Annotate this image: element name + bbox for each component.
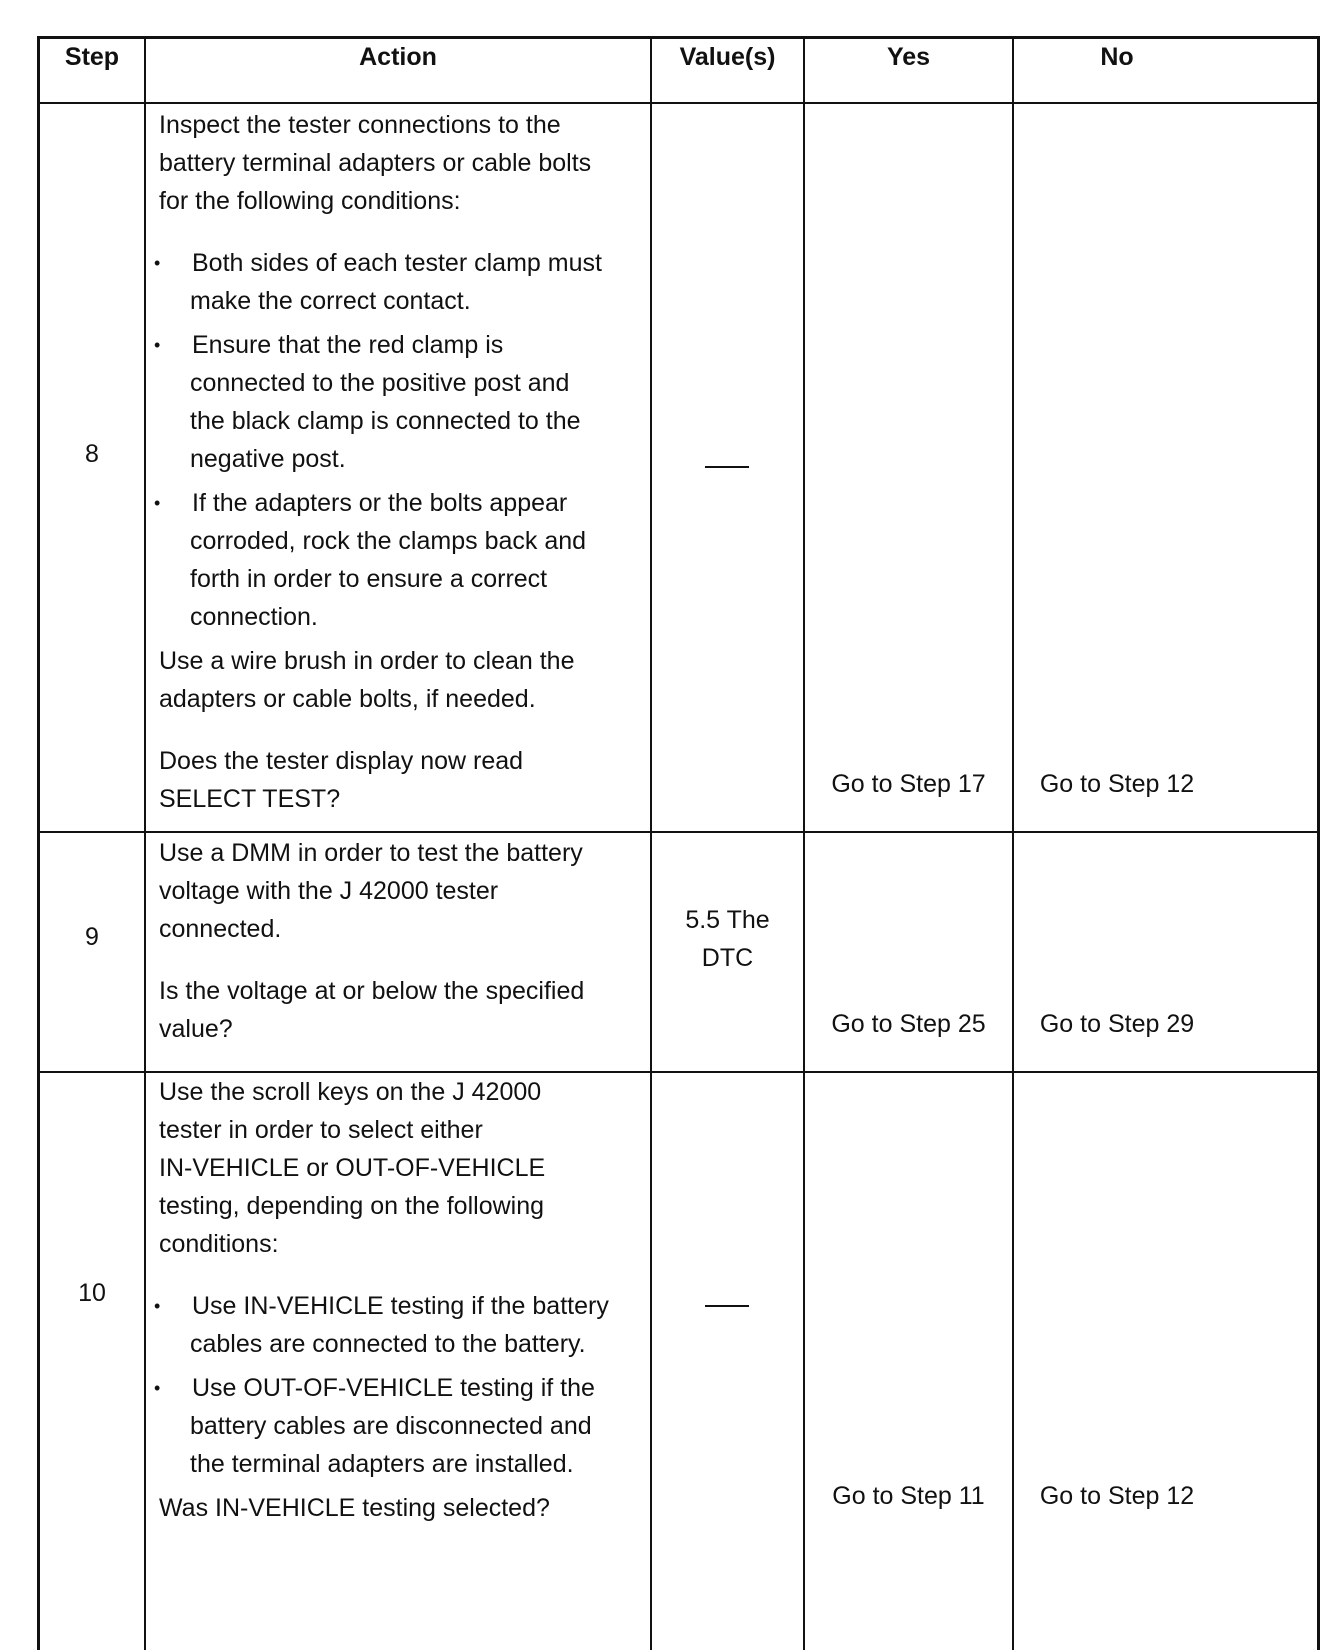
column-divider [144,39,146,1650]
list-item [159,440,647,478]
question-text: SELECT TEST? [159,785,341,813]
list-item [159,1407,647,1445]
list-item [159,1325,647,1363]
action-text: IN-VEHICLE or OUT-OF-VEHICLE [159,1154,546,1182]
list-item-text: Use OUT-OF-VEHICLE testing if the [192,1374,595,1402]
step-number: 8 [85,440,99,468]
action-text: connected. [159,915,282,943]
action-text: Use a DMM in order to test the battery [159,839,583,867]
list-item [159,522,647,560]
list-item [159,1445,647,1483]
step-number: 9 [85,923,99,951]
list-item-text: forth in order to ensure a correct [190,565,548,593]
value-text: 5.5 The [685,906,770,934]
action-text: Use a wire brush in order to clean the [159,647,575,675]
list-item-text: the terminal adapters are installed. [190,1450,574,1478]
list-item [159,560,647,598]
list-item-text: battery cables are disconnected and [190,1412,592,1440]
header-no: No [1100,43,1134,71]
question-text: value? [159,1015,233,1043]
yes-result: Go to Step 25 [831,1010,986,1038]
action-text: battery terminal adapters or cable bolts [159,149,592,177]
step-number: 10 [78,1279,106,1307]
condition-list [154,1369,647,1483]
header-action: Action [359,43,437,71]
action-text: testing, depending on the following [159,1192,545,1220]
list-item-text: corroded, rock the clamps back and [190,527,587,555]
list-item: • If the adapters or the bolts appear [154,489,568,517]
action-cell [159,834,647,1048]
list-item-text: connection. [190,603,318,631]
value-cell [652,901,803,977]
list-item: • Use OUT-OF-VEHICLE testing if the [154,1374,595,1402]
header-step: Step [64,43,120,71]
list-item-text: If the adapters or the bolts appear [192,489,568,517]
action-text: for the following conditions: [159,187,461,215]
action-text: Use the scroll keys on the J 42000 [159,1078,542,1106]
no-result: Go to Step 12 [1039,1482,1195,1510]
list-item-text: make the correct contact. [190,287,471,315]
list-item-text: the black clamp is connected to the [190,407,581,435]
condition-list [154,484,647,636]
value-dash [705,466,749,468]
list-item-text: Both sides of each tester clamp must [192,249,602,277]
column-divider [803,39,805,1650]
no-result: Go to Step 12 [1039,770,1195,798]
no-result: Go to Step 29 [1039,1010,1195,1038]
list-item: • Use IN-VEHICLE testing if the battery [154,1292,609,1320]
list-item-text: Ensure that the red clamp is [192,331,504,359]
list-item-text: Use IN-VEHICLE testing if the battery [192,1292,609,1320]
column-divider [650,39,652,1650]
action-text: voltage with the J 42000 tester [159,877,499,905]
list-item: • Both sides of each tester clamp must [154,249,602,277]
list-item [159,364,647,402]
list-item-text: negative post. [190,445,346,473]
question-text: Is the voltage at or below the specified [159,977,585,1005]
action-text: conditions: [159,1230,279,1258]
yes-result: Go to Step 11 [832,1482,985,1510]
header-values: Value(s) [679,43,776,71]
list-item [159,402,647,440]
row-divider [40,102,1317,104]
list-item-text: connected to the positive post and [190,369,570,397]
action-cell [154,106,647,818]
row-divider [40,831,1317,833]
question-text: Does the tester display now read [159,747,524,775]
action-text: Inspect the tester connections to the [159,111,561,139]
value-text: DTC [701,944,754,972]
header-yes: Yes [886,43,931,71]
condition-list [154,1287,647,1363]
condition-list [154,326,647,478]
column-divider [1012,39,1014,1650]
action-cell [154,1073,647,1527]
list-item: • Ensure that the red clamp is [154,331,504,359]
list-item [159,282,647,320]
list-item-text: cables are connected to the battery. [190,1330,586,1358]
question-text: Was IN-VEHICLE testing selected? [159,1494,550,1522]
condition-list [154,244,647,320]
action-text: adapters or cable bolts, if needed. [159,685,536,713]
list-item [159,598,647,636]
action-text: tester in order to select either [159,1116,483,1144]
value-dash [705,1305,749,1307]
yes-result: Go to Step 17 [831,770,986,798]
